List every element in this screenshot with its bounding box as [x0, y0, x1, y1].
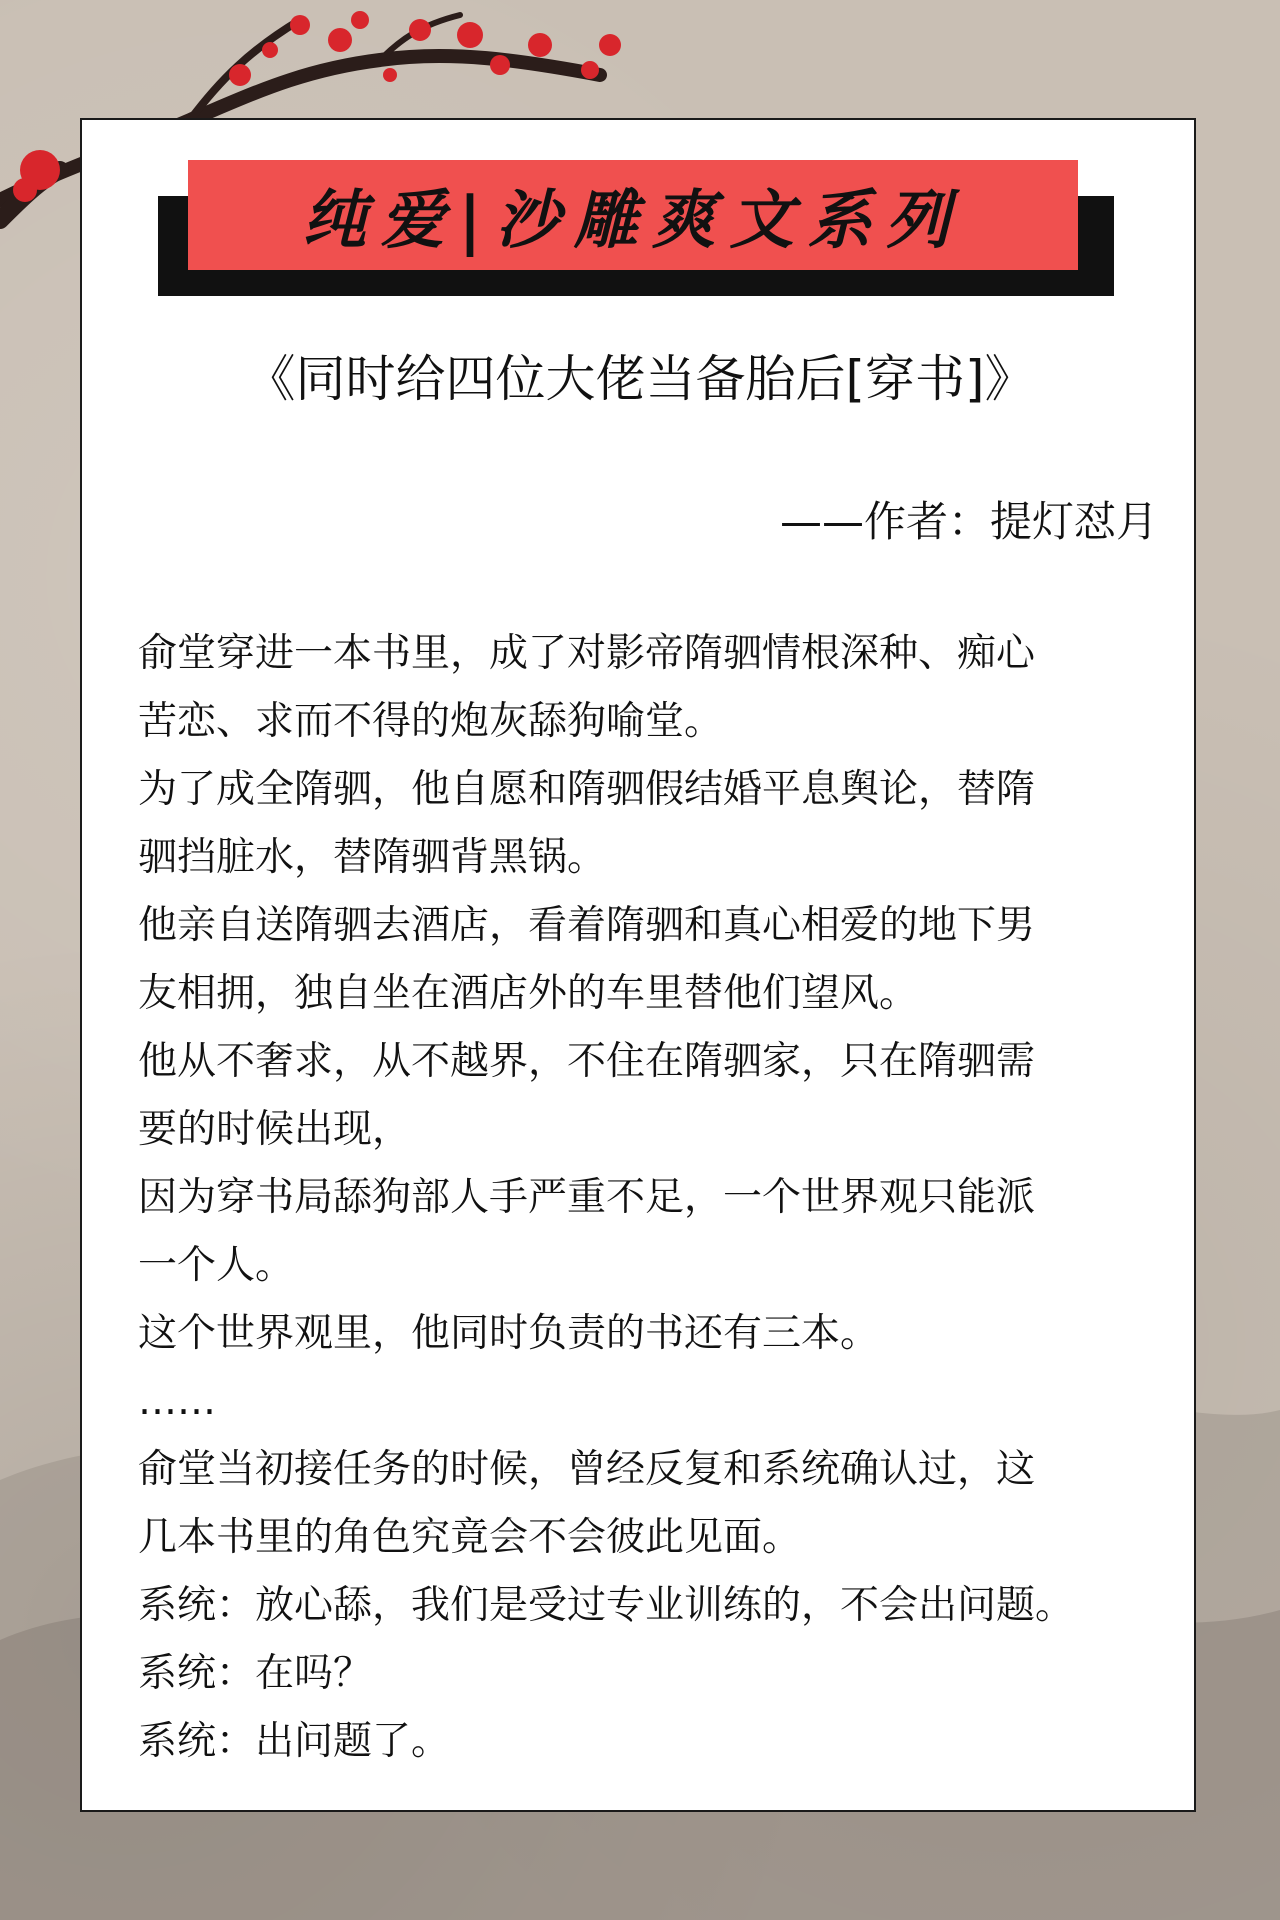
book-title: 《同时给四位大佬当备胎后[穿书]》	[245, 350, 1035, 408]
series-banner	[188, 160, 1078, 270]
ellipsis-line: ……	[138, 1379, 216, 1424]
synopsis-line: 这个世界观里，他同时负责的书还有三本。	[138, 1311, 880, 1356]
synopsis-line: 系统：出问题了。	[138, 1719, 451, 1764]
synopsis-line: 俞堂当初接任务的时候，曾经反复和系统确认过，这	[138, 1447, 1036, 1492]
synopsis-line: 驷挡脏水，替隋驷背黑锅。	[138, 835, 607, 880]
synopsis-line: 系统：在吗？	[138, 1651, 373, 1696]
synopsis-line: 他亲自送隋驷去酒店，看着隋驷和真心相爱的地下男	[138, 903, 1036, 948]
synopsis-line: 一个人。	[138, 1243, 295, 1288]
synopsis	[138, 620, 1168, 1776]
synopsis-line: 苦恋、求而不得的炮灰舔狗喻堂。	[138, 699, 724, 744]
series-title: 纯爱|沙雕爽文系列	[302, 183, 964, 258]
synopsis-line: 友相拥，独自坐在酒店外的车里替他们望风。	[138, 971, 919, 1016]
synopsis-line: 因为穿书局舔狗部人手严重不足，一个世界观只能派	[138, 1175, 1036, 1220]
content-card	[80, 118, 1196, 1812]
synopsis-line: 俞堂穿进一本书里，成了对影帝隋驷情根深种、痴心	[138, 631, 1036, 676]
author-line: ——作者：提灯怼月	[779, 497, 1158, 546]
synopsis-line: 为了成全隋驷，他自愿和隋驷假结婚平息舆论，替隋	[138, 767, 1036, 812]
synopsis-line: 他从不奢求，从不越界，不住在隋驷家，只在隋驷需	[138, 1039, 1036, 1084]
synopsis-line: 几本书里的角色究竟会不会彼此见面。	[138, 1515, 802, 1560]
synopsis-line: 系统：放心舔，我们是受过专业训练的，不会出问题。	[138, 1583, 1075, 1628]
synopsis-line: 要的时候出现，	[138, 1107, 412, 1152]
